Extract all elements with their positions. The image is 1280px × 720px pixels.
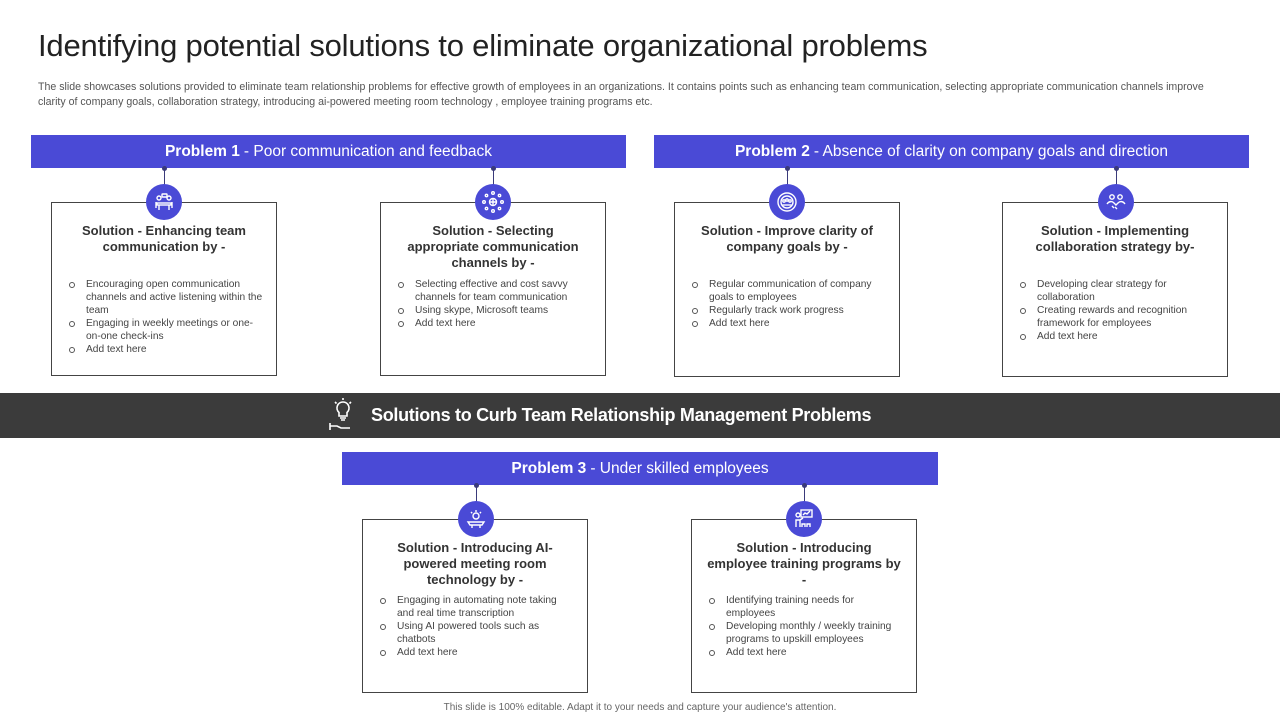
handshake-icon — [1098, 184, 1134, 220]
training-presentation-icon — [786, 501, 822, 537]
solution-list — [377, 594, 575, 659]
solution-card-1 — [51, 202, 277, 376]
network-globe-icon — [475, 184, 511, 220]
list-item: Creating rewards and recognition framework for employees — [1017, 304, 1215, 330]
list-item: Using skype, Microsoft teams — [395, 304, 593, 317]
connector-dot — [474, 483, 479, 488]
problem-label: Problem 1 — [164, 142, 240, 160]
team-meeting-icon — [146, 184, 182, 220]
list-item: Encouraging open communication channels and active listening within the team — [66, 278, 264, 317]
footer-note: This slide is 100% editable. Adapt it to your needs and capture your audience's attention. — [443, 702, 837, 713]
solution-title: Solution - Implementing collaboration strategy by- — [1035, 223, 1195, 254]
connector-dot — [785, 166, 790, 171]
solution-title: Solution - Selecting appropriate communication channels by - — [407, 223, 579, 270]
banner-title: Solutions to Curb Team Relationship Management Problems — [371, 405, 872, 425]
problem-text: - Under skilled employees — [590, 459, 769, 477]
problem-text: - Absence of clarity on company goals and direction — [813, 142, 1169, 160]
connector-dot — [162, 166, 167, 171]
solution-title: Solution - Introducing AI-powered meeting room technology by - — [397, 540, 553, 587]
solution-card-4 — [1002, 202, 1228, 377]
list-item: Add text here — [1017, 330, 1215, 343]
list-item: Regularly track work progress — [689, 304, 887, 317]
problem-2-bar — [654, 135, 1249, 168]
list-item: Add text here — [689, 317, 887, 330]
list-item: Add text here — [706, 646, 904, 659]
connector-dot — [1114, 166, 1119, 171]
list-item: Engaging in automating note taking and real time transcription — [377, 594, 575, 620]
solution-title: Solution - Enhancing team communication by - — [82, 223, 246, 254]
target-group-icon — [769, 184, 805, 220]
solution-title: Solution - Improve clarity of company goals by - — [701, 223, 873, 254]
solution-list — [1017, 278, 1215, 343]
list-item: Developing monthly / weekly training programs to upskill employees — [706, 620, 904, 646]
solution-title: Solution - Introducing employee training programs by - — [707, 540, 901, 587]
solution-list — [395, 278, 593, 330]
solution-card-3 — [674, 202, 900, 377]
list-item: Identifying training needs for employees — [706, 594, 904, 620]
list-item: Regular communication of company goals to employees — [689, 278, 887, 304]
list-item: Selecting effective and cost savvy channels for team communication — [395, 278, 593, 304]
problem-label: Problem 3 — [511, 459, 587, 477]
list-item: Using AI powered tools such as chatbots — [377, 620, 575, 646]
list-item: Developing clear strategy for collaboration — [1017, 278, 1215, 304]
list-item: Add text here — [395, 317, 593, 330]
solution-list — [706, 594, 904, 659]
problem-3-bar — [342, 452, 938, 485]
solution-card-2 — [380, 202, 606, 376]
ai-meeting-icon — [458, 501, 494, 537]
connector-dot — [802, 483, 807, 488]
solution-card-5 — [362, 519, 588, 693]
solution-card-6 — [691, 519, 917, 693]
problem-text: - Poor communication and feedback — [243, 142, 493, 160]
problem-1-bar — [31, 135, 626, 168]
section-banner — [0, 393, 1280, 438]
list-item: Add text here — [377, 646, 575, 659]
list-item: Engaging in weekly meetings or one-on-one check-ins — [66, 317, 264, 343]
solution-list — [66, 278, 264, 356]
page-subtitle: The slide showcases solutions provided to eliminate team relationship problems for effective growth of employees in an organizations. It contains points such as enhancing team communication, selecting appropriate communication channels improve clarity of company goals, collaboration strategy, introducing ai-powered meeting room technology , employee training programs etc. — [38, 81, 1204, 108]
list-item: Add text here — [66, 343, 264, 356]
problem-label: Problem 2 — [734, 142, 810, 160]
page-title: Identifying potential solutions to eliminate organizational problems — [38, 28, 928, 63]
solution-list — [689, 278, 887, 330]
connector-dot — [491, 166, 496, 171]
lightbulb-hand-icon — [324, 396, 362, 434]
